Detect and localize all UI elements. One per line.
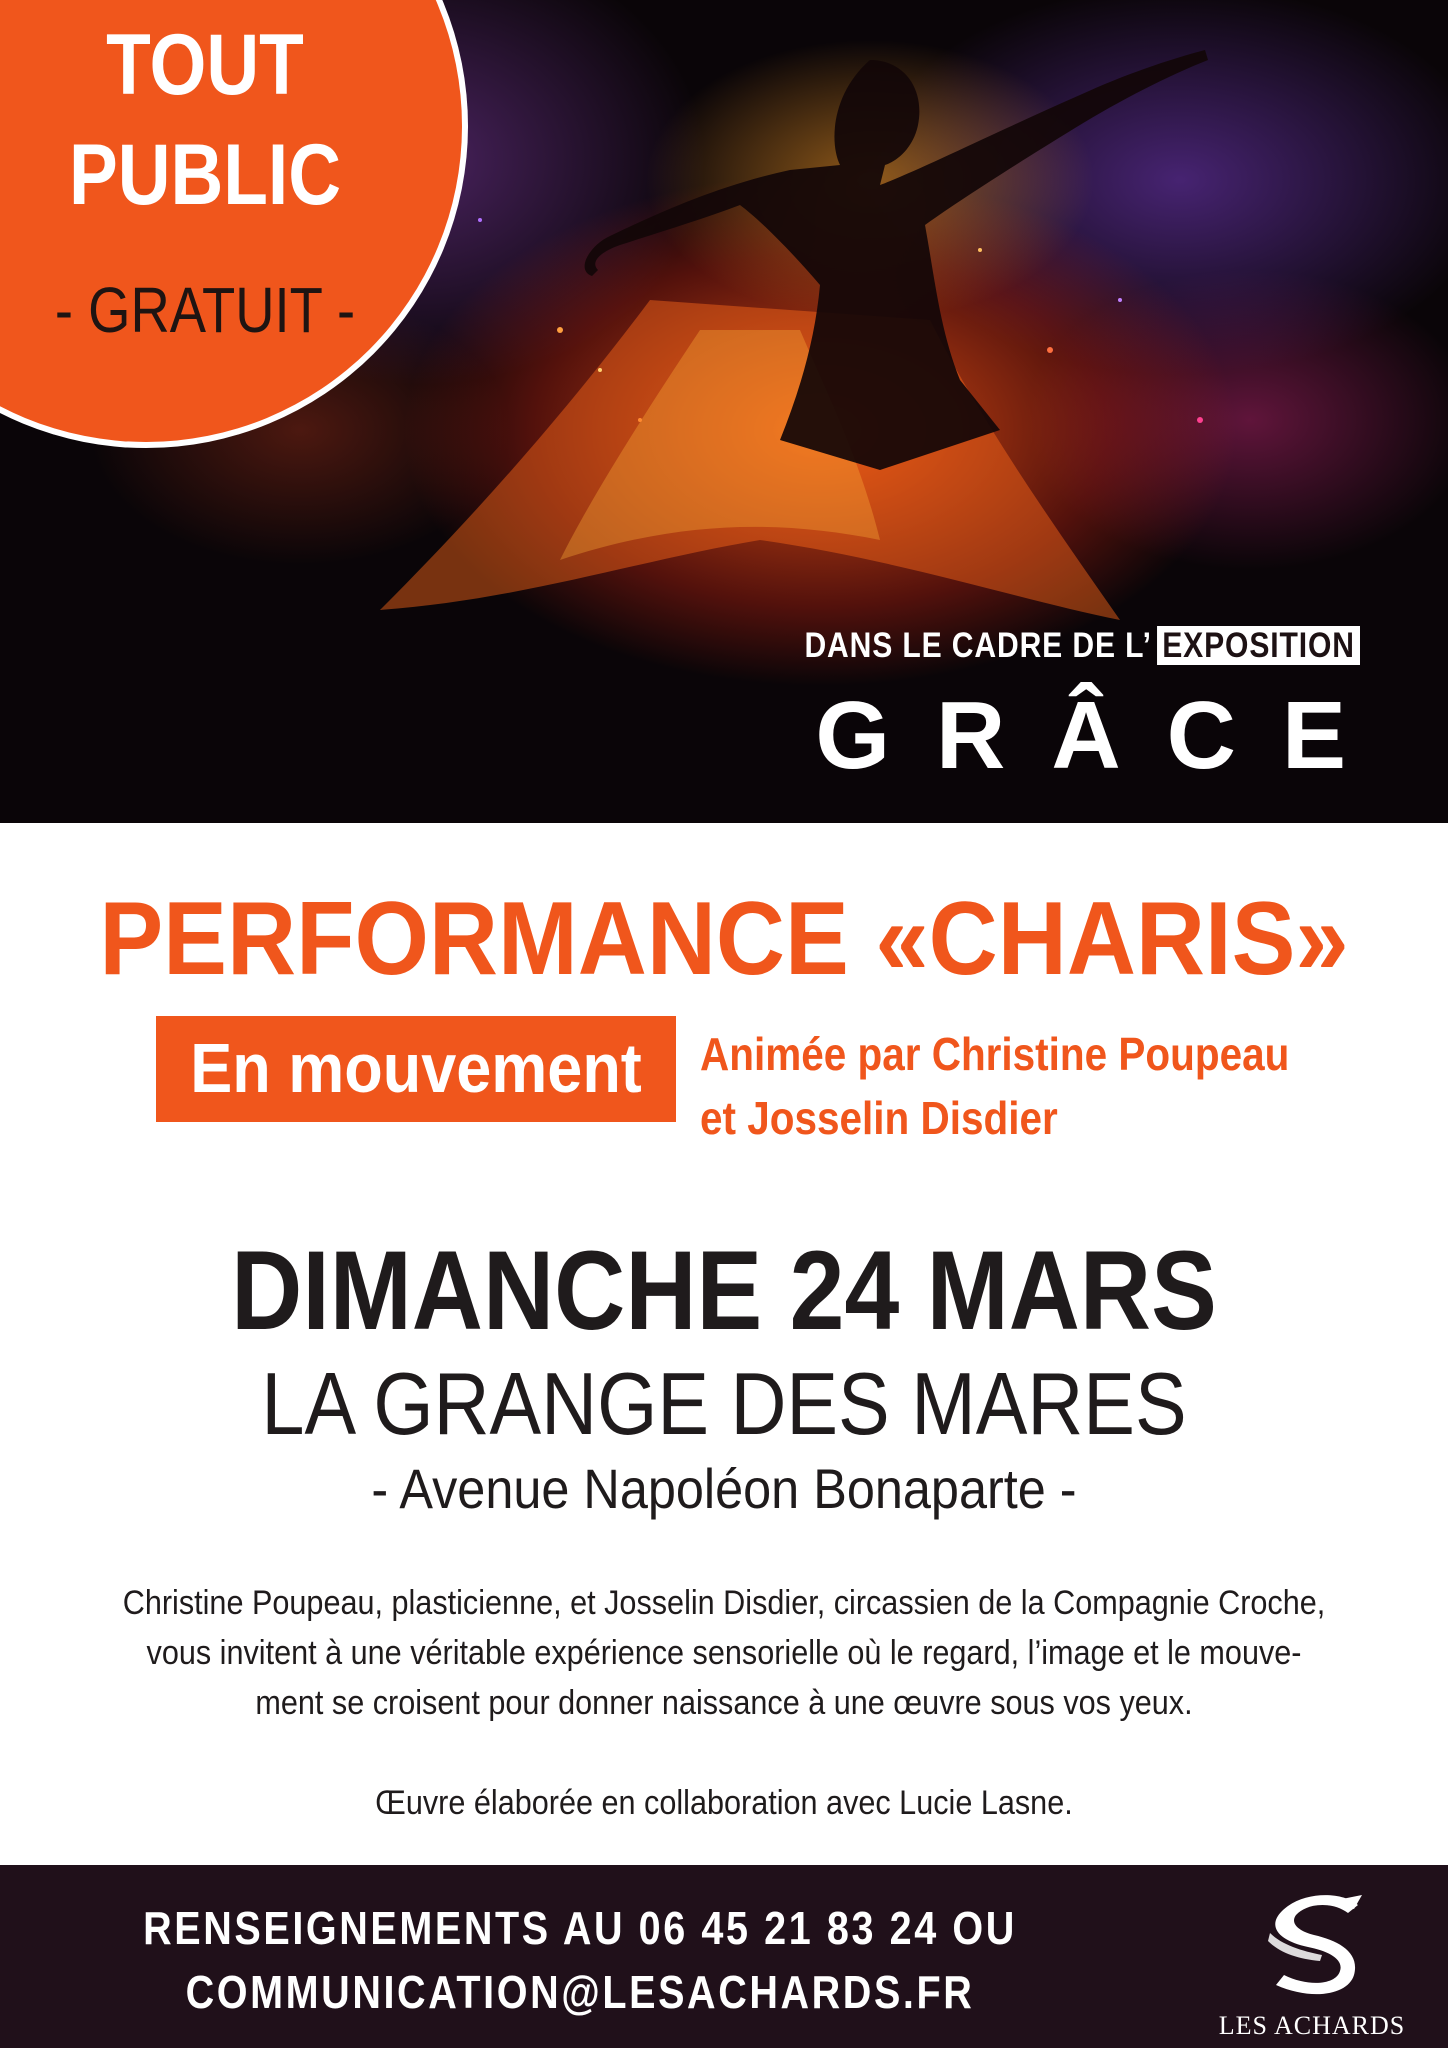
hosted-by-line1: Animée par Christine Poupeau bbox=[700, 1028, 1290, 1080]
event-street: - Avenue Napoléon Bonaparte - bbox=[371, 1457, 1077, 1520]
subtitle-box bbox=[156, 1016, 676, 1122]
exposition-boxed-label: EXPOSITION bbox=[1157, 626, 1360, 665]
exposition-title: GRÂCE bbox=[815, 682, 1392, 789]
event-venue: LA GRANGE DES MARES bbox=[261, 1354, 1187, 1453]
badge-line-tout: TOUT bbox=[106, 17, 304, 113]
free-public-badge bbox=[0, 0, 462, 442]
les-achards-logo-text: LES ACHARDS bbox=[1218, 2011, 1406, 2040]
les-achards-logo-icon bbox=[1262, 1881, 1366, 2001]
exposition-prefix bbox=[804, 626, 1360, 666]
description bbox=[0, 1578, 1448, 1728]
description-line1: Christine Poupeau, plasticienne, et Josselin Disdier, circassien de la Compagnie Croche, bbox=[122, 1584, 1326, 1622]
footer-email-line[interactable]: COMMUNICATION@LESACHARDS.FR bbox=[185, 1966, 975, 2018]
performance-title: PERFORMANCE «CHARIS» bbox=[99, 881, 1349, 997]
badge-line-gratuit: - GRATUIT - bbox=[54, 274, 356, 346]
description-line3: ment se croisent pour donner naissance à une œuvre sous vos yeux. bbox=[255, 1684, 1193, 1722]
badge-line-public: PUBLIC bbox=[68, 127, 342, 223]
exposition-prefix-text: DANS LE CADRE DE L’ bbox=[804, 626, 1152, 665]
event-date: DIMANCHE 24 MARS bbox=[231, 1228, 1217, 1353]
collaboration-note: Œuvre élaborée en collaboration avec Lucie Lasne. bbox=[375, 1784, 1073, 1822]
footer-phone-line: RENSEIGNEMENTS AU 06 45 21 83 24 OU bbox=[143, 1902, 1017, 1954]
hosted-by bbox=[700, 1022, 1289, 1150]
footer bbox=[0, 1865, 1448, 2048]
hosted-by-line2: et Josselin Disdier bbox=[700, 1092, 1058, 1144]
hero-banner bbox=[0, 0, 1448, 823]
description-line2: vous invitent à une véritable expérience sensorielle où le regard, l’image et le mouve- bbox=[146, 1634, 1302, 1672]
subtitle-label: En mouvement bbox=[190, 1029, 642, 1107]
